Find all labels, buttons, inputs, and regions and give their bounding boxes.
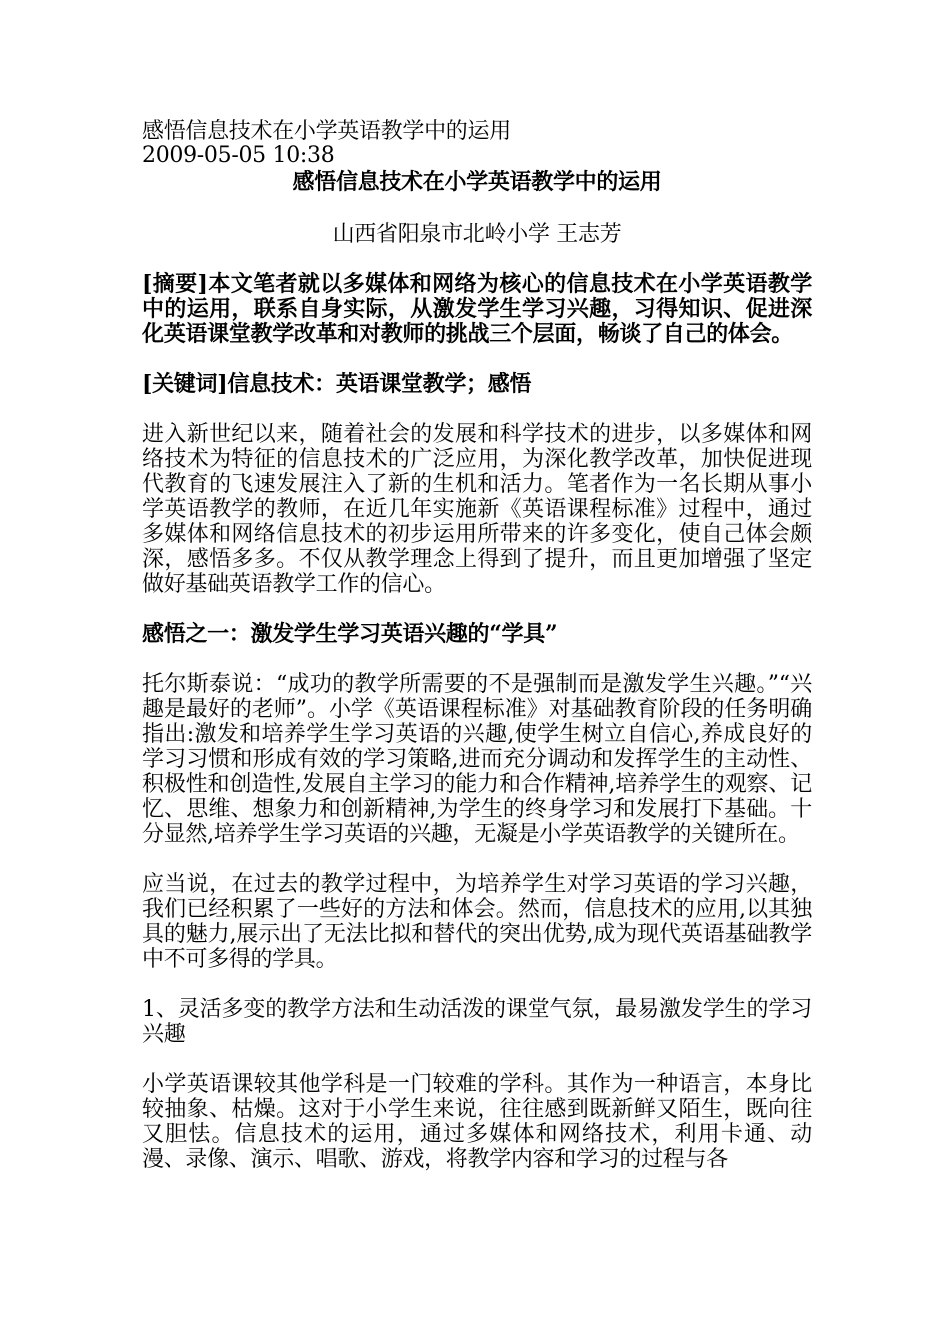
paragraph-should: 应当说，在过去的教学过程中，为培养学生对学习英语的学习兴趣，我们已经积累了一些好的方法和体会。然而，信息技术的应用,以其独具的魅力,展示出了无法比拟和替代的突出优势,成为现代英语基础教学中不可多得的学具。 [142,872,812,972]
section-heading-1: 感悟之一：激发学生学习英语兴趣的“学具” [142,621,558,647]
keywords: [关键词]信息技术：英语课堂教学；感悟 [142,371,532,397]
abstract: [摘要]本文笔者就以多媒体和网络为核心的信息技术在小学英语教学中的运用，联系自身实际，从激发学生学习兴趣，习得知识、促进深化英语课堂教学改革和对教师的挑战三个层面，畅谈了自己的体会。 [142,271,812,347]
article-title: 感悟信息技术在小学英语教学中的运用 [292,169,662,195]
header-title: 感悟信息技术在小学英语教学中的运用 [142,119,511,144]
paragraph-last: 小学英语课较其他学科是一门较难的学科。其作为一种语言，本身比较抽象、枯燥。这对于小学生来说，往往感到既新鲜又陌生，既向往又胆怯。信息技术的运用，通过多媒体和网络技术，利用卡通、动漫、录像、演示、唱歌、游戏，将教学内容和学习的过程与各 [142,1072,812,1172]
header-datetime: 2009-05-05 10:38 [142,143,335,168]
point-1-heading: 1、灵活多变的教学方法和生动活泼的课堂气氛，最易激发学生的学习兴趣 [142,997,812,1047]
intro-paragraph: 进入新世纪以来，随着社会的发展和科学技术的进步，以多媒体和网络技术为特征的信息技术的广泛应用，为深化教学改革，加快促进现代教育的飞速发展注入了新的生机和活力。笔者作为一名长期从事小学英语教学的教师，在近几年实施新《英语课程标准》过程中，通过多媒体和网络信息技术的初步运用所带来的许多变化，使自己体会颇深，感悟多多。不仅从教学理念上得到了提升，而且更加增强了坚定做好基础英语教学工作的信心。 [142,422,812,597]
article-author: 山西省阳泉市北岭小学 王志芳 [332,222,622,247]
document-page [142,120,812,1172]
paragraph-tolstoy: 托尔斯泰说：“成功的教学所需要的不是强制而是激发学生兴趣。”“兴趣是最好的老师”。小学《英语课程标准》对基础教育阶段的任务明确指出:激发和培养学生学习英语的兴趣,使学生树立自信心,养成良好的学习习惯和形成有效的学习策略,进而充分调动和发挥学生的主动性、积极性和创造性,发展自主学习的能力和合作精神,培养学生的观察、记忆、思维、想象力和创新精神,为学生的终身学习和发展打下基础。十分显然,培养学生学习英语的兴趣，无凝是小学英语教学的关键所在。 [142,672,812,847]
